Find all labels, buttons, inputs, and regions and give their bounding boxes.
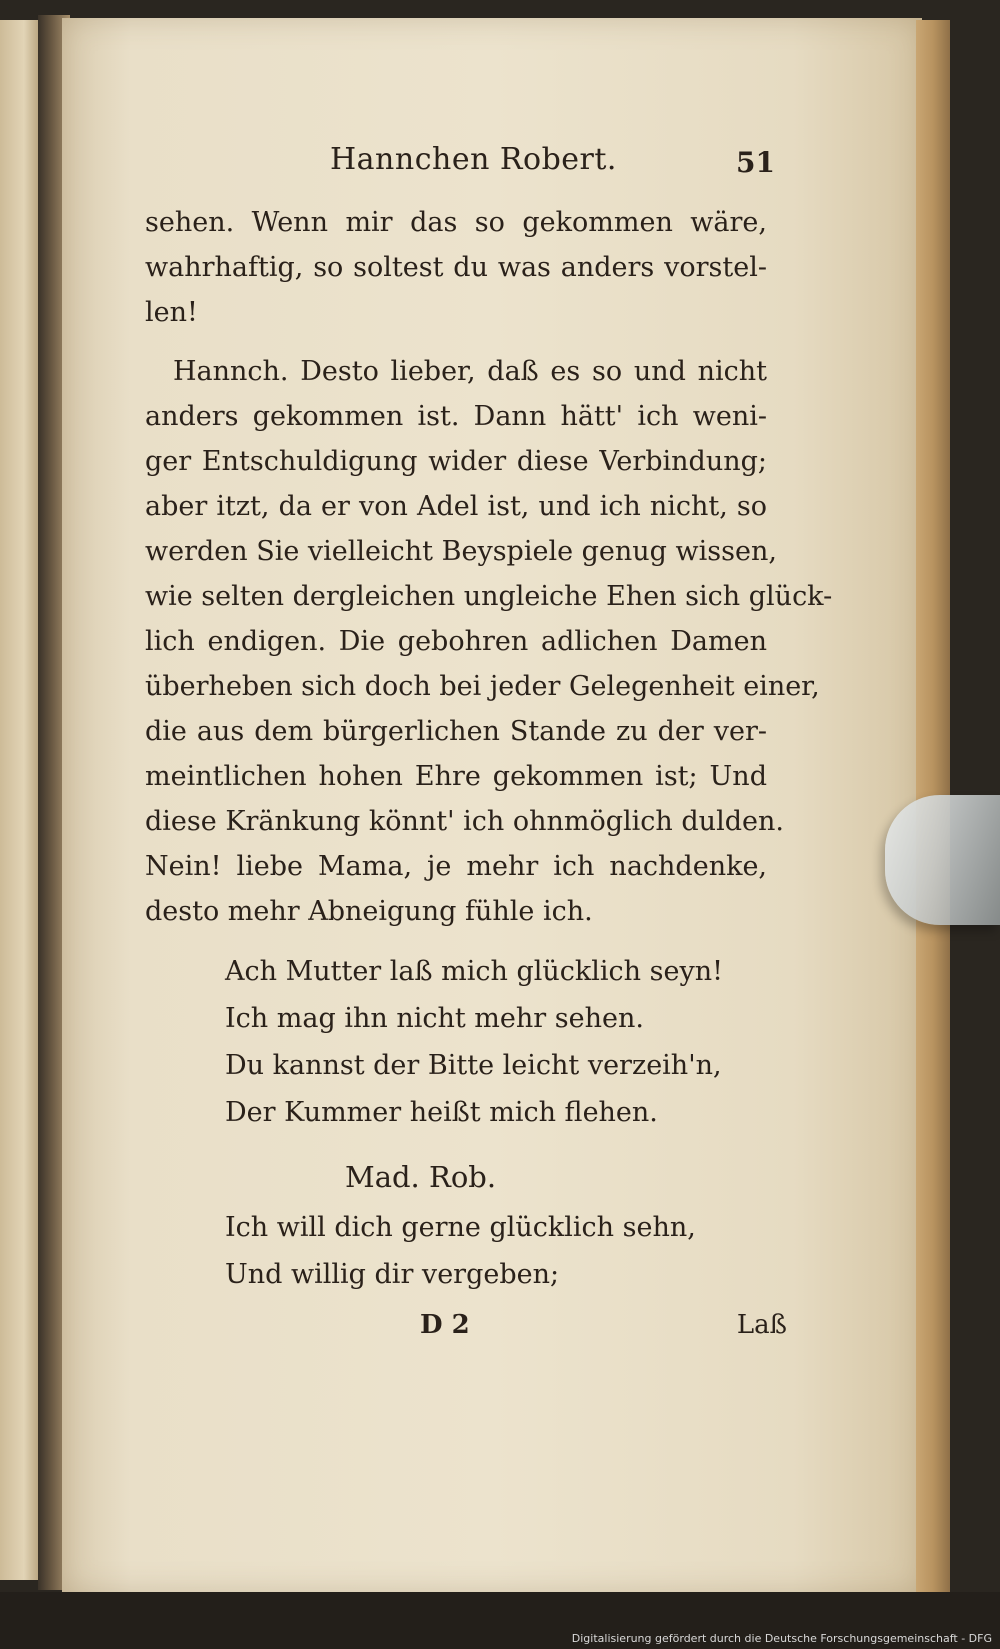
verse-line: Ich mag ihn nicht mehr sehen. (225, 1003, 644, 1034)
digitization-credit: Digitalisierung gefördert durch die Deutsche Forschungsgemeinschaft - DFG (571, 1632, 992, 1645)
text-line: diese Kränkung könnt' ich ohnmöglich dulden. (145, 806, 784, 837)
text-line: die aus dem bürgerlichen Stande zu der ver- (145, 716, 767, 747)
verse-stanza (145, 1204, 767, 1298)
facing-page-edge (0, 20, 40, 1580)
text-line: desto mehr Abneigung fühle ich. (145, 896, 593, 927)
verse-line: Der Kummer heißt mich flehen. (225, 1097, 658, 1128)
verse-line: Du kannst der Bitte leicht verzeih'n, (225, 1050, 722, 1081)
text-line: aber itzt, da er von Adel ist, und ich nicht, so (145, 491, 767, 522)
page-footer (145, 1302, 787, 1352)
verse-line: Ich will dich gerne glücklich sehn, (225, 1212, 696, 1243)
text-line: überheben sich doch bei jeder Gelegenheit einer, (145, 671, 820, 702)
text-line: ger Entschuldigung wider diese Verbindung; (145, 446, 767, 477)
verse-stanza (145, 948, 767, 1136)
verse-line: Und willig dir vergeben; (225, 1259, 560, 1290)
verse-line: Ach Mutter laß mich glücklich seyn! (225, 956, 723, 987)
text-line: anders gekommen ist. Dann hätt' ich weni- (145, 401, 767, 432)
text-line: Hannch. Desto lieber, daß es so und nicht (173, 356, 767, 387)
page-number: 51 (736, 146, 775, 179)
page-text (145, 140, 833, 1352)
running-head (145, 140, 775, 200)
text-line: wie selten dergleichen ungleiche Ehen sich glück- (145, 581, 833, 612)
running-title: Hannchen Robert. (330, 142, 617, 177)
text-line: werden Sie vielleicht Beyspiele genug wissen, (145, 536, 777, 567)
text-line: wahrhaftig, so soltest du was anders vorstel- (145, 252, 767, 283)
page-clip (885, 795, 1000, 925)
text-line: lich endigen. Die gebohren adlichen Damen (145, 626, 767, 657)
text-line: Nein! liebe Mama, je mehr ich nachdenke, (145, 851, 767, 882)
catchword: Laß (736, 1310, 787, 1340)
text-line: meintlichen hohen Ehre gekommen ist; Und (145, 761, 767, 792)
text-line: sehen. Wenn mir das so gekommen wäre, (145, 207, 767, 238)
text-line: len! (145, 297, 198, 328)
scan-footer-band (0, 1592, 1000, 1649)
signature-mark: D 2 (420, 1310, 470, 1340)
speaker-name: Mad. Rob. (345, 1160, 497, 1194)
